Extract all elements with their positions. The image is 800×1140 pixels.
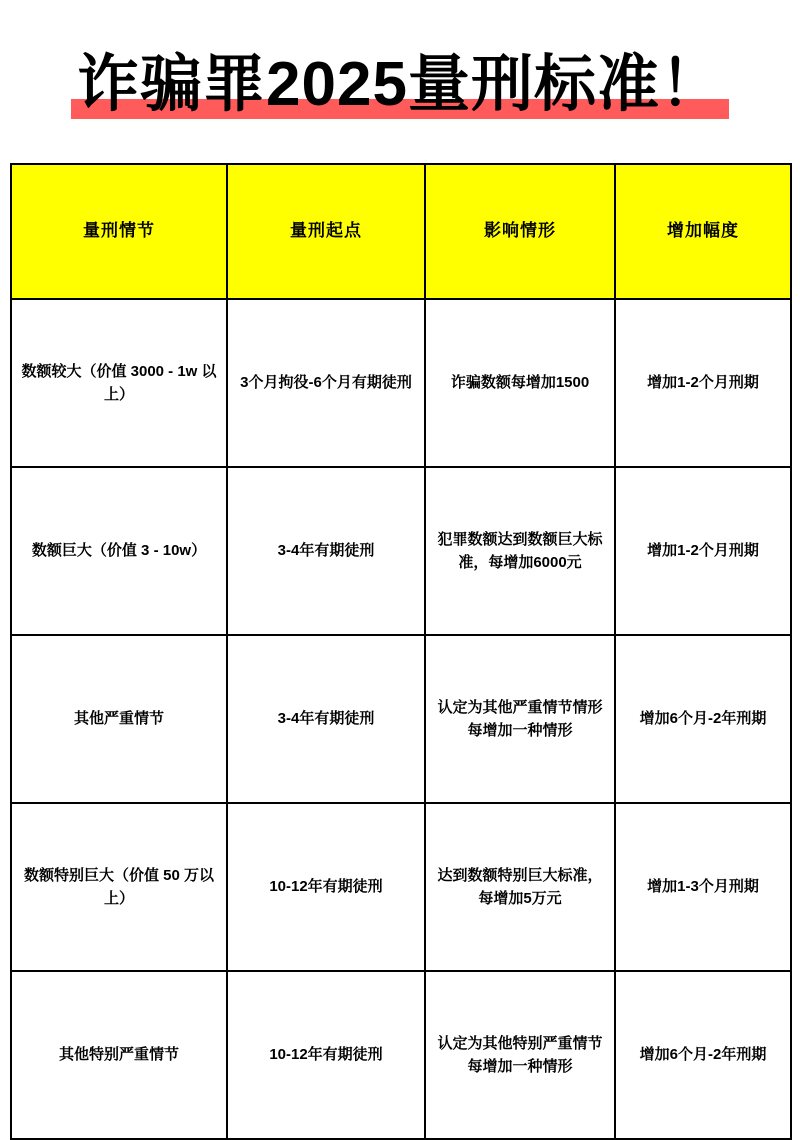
cell-influencing-factor: 诈骗数额每增加1500 xyxy=(425,299,615,467)
table-row xyxy=(11,467,791,635)
table-header xyxy=(11,164,791,299)
table-header-row xyxy=(11,164,791,299)
table-row xyxy=(11,803,791,971)
table-row xyxy=(11,299,791,467)
sentencing-standards-table xyxy=(10,163,792,1140)
cell-circumstance: 数额巨大（价值 3 - 10w） xyxy=(11,467,227,635)
cell-increase-range: 增加1-3个月刑期 xyxy=(615,803,791,971)
cell-influencing-factor: 认定为其他特别严重情节每增加一种情形 xyxy=(425,971,615,1139)
cell-starting-point: 10-12年有期徒刑 xyxy=(227,971,425,1139)
table-row xyxy=(11,971,791,1139)
cell-increase-range: 增加1-2个月刑期 xyxy=(615,299,791,467)
cell-increase-range: 增加6个月-2年刑期 xyxy=(615,971,791,1139)
cell-starting-point: 10-12年有期徒刑 xyxy=(227,803,425,971)
table-body xyxy=(11,299,791,1139)
cell-circumstance: 数额较大（价值 3000 - 1w 以上） xyxy=(11,299,227,467)
title-block xyxy=(10,0,790,131)
column-header-increase-range: 增加幅度 xyxy=(615,164,791,299)
cell-influencing-factor: 认定为其他严重情节情形每增加一种情形 xyxy=(425,635,615,803)
column-header-starting-point: 量刑起点 xyxy=(227,164,425,299)
column-header-circumstance: 量刑情节 xyxy=(11,164,227,299)
cell-starting-point: 3-4年有期徒刑 xyxy=(227,467,425,635)
cell-circumstance: 数额特别巨大（价值 50 万以上） xyxy=(11,803,227,971)
column-header-influencing-factor: 影响情形 xyxy=(425,164,615,299)
cell-influencing-factor: 达到数额特别巨大标准，每增加5万元 xyxy=(425,803,615,971)
cell-circumstance: 其他严重情节 xyxy=(11,635,227,803)
cell-starting-point: 3-4年有期徒刑 xyxy=(227,635,425,803)
cell-influencing-factor: 犯罪数额达到数额巨大标准，每增加6000元 xyxy=(425,467,615,635)
cell-circumstance: 其他特别严重情节 xyxy=(11,971,227,1139)
table-row xyxy=(11,635,791,803)
cell-increase-range: 增加6个月-2年刑期 xyxy=(615,635,791,803)
cell-increase-range: 增加1-2个月刑期 xyxy=(615,467,791,635)
page-title xyxy=(71,52,729,121)
cell-starting-point: 3个月拘役-6个月有期徒刑 xyxy=(227,299,425,467)
page-title-text: 诈骗罪2025量刑标准！ xyxy=(77,50,723,119)
